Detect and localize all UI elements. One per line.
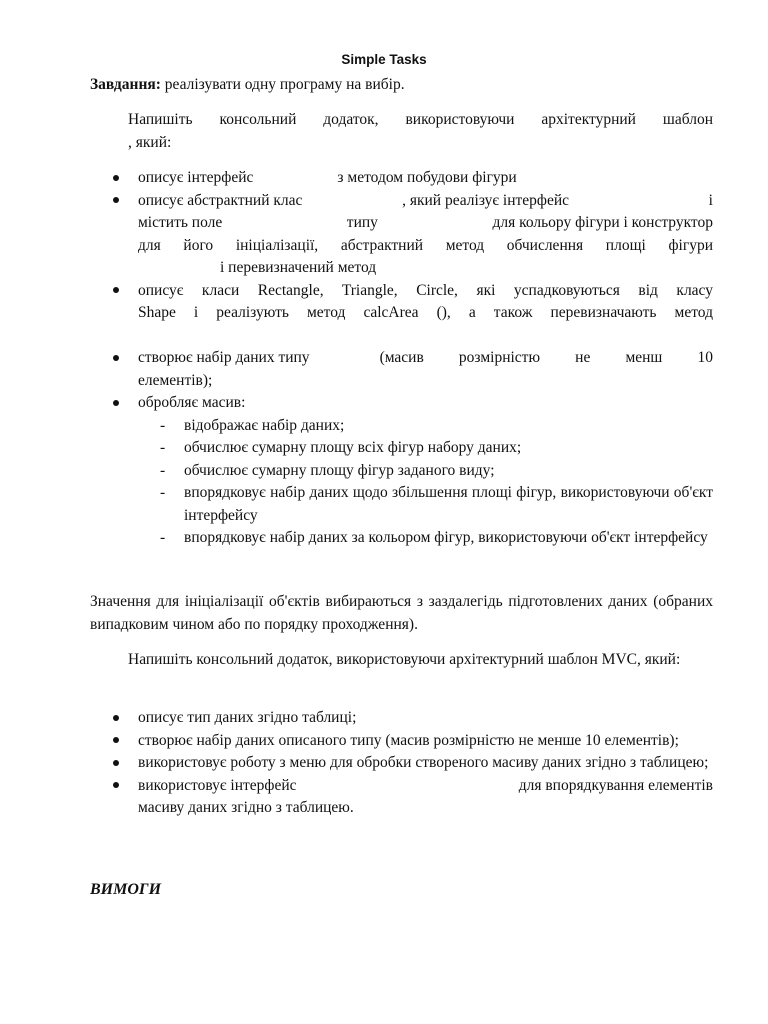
section1-intro-line1: Напишіть консольний додаток, використовуючи архітектурний шаблон (128, 111, 713, 128)
bullet-icon (113, 782, 119, 788)
list-item: описує абстрактний клас , який реалізує інтерфейс і містить поле типу для кольору фігури і конструктор для його ініціалізації, абстрактний метод обчислення площі фігури і перевизначений метод (90, 190, 713, 280)
list-item: - відображає набір даних; (160, 416, 345, 434)
section2-intro: Напишіть консольний додаток, використовуючи архітектурний шаблон MVC, який: (128, 651, 681, 668)
bullet-icon (113, 760, 119, 766)
list-item: створює набір даних типу (масив розмірністю не менш 10 елементів); (90, 347, 713, 392)
bullet-icon (113, 400, 119, 406)
bullet-icon (113, 737, 119, 743)
list-item: описує інтерфейс з методом побудови фігури (90, 167, 713, 190)
list-item: - обчислює сумарну площу всіх фігур набору даних; (160, 439, 522, 456)
section2-bullets (90, 707, 713, 820)
bullet-icon (113, 355, 119, 361)
list-item: обробляє масив: - відображає набір даних; - обчислює сумарну площу всіх фігур набору даних; - обчислює сумарну площу фігур заданого виду; - впорядковує набір даних щодо збільшення площі фігур, використовуючи об'єкт інтерфейсу - впорядковує набір даних за кольором фігур, використовуючи об'єкт інтерфейсу (90, 392, 713, 550)
section1-intro-line2: , який: (128, 133, 172, 151)
task-line (90, 76, 405, 94)
bullet-icon (113, 175, 119, 181)
section1-bullets (90, 167, 713, 550)
list-item: - впорядковує набір даних щодо збільшення площі фігур, використовуючи об'єкт інтерфейсу (160, 484, 713, 524)
list-item: використовує роботу з меню для обробки створеного масиву даних згідно з таблицею; (90, 752, 713, 775)
list-item: - обчислює сумарну площу фігур заданого виду; (160, 461, 495, 479)
bullet-icon (113, 197, 119, 203)
process-sublist (138, 415, 713, 550)
requirements-heading: ВИМОГИ (90, 881, 162, 898)
list-item: описує класи Rectangle, Triangle, Circle, які успадковуються від класу Shape і реалізують метод calcArea (), а також перевизначають метод (90, 280, 713, 348)
document-title: Simple Tasks (341, 52, 427, 67)
section1-intro (90, 109, 713, 154)
bullet-icon (113, 287, 119, 293)
list-item: описує тип даних згідно таблиці; (90, 707, 713, 730)
task-label: Завдання: (90, 76, 161, 93)
bullet-icon (113, 715, 119, 721)
list-item: - впорядковує набір даних за кольором фігур, використовуючи об'єкт інтерфейсу (160, 529, 708, 546)
init-note: Значення для ініціалізації об'єктів вибираються з заздалегідь підготовлених даних (обраних випадковим чином або по порядку проходження). (90, 593, 713, 633)
list-item: створює набір даних описаного типу (масив розмірністю не менше 10 елементів); (90, 730, 713, 753)
task-text: реалізувати одну програму на вибір. (160, 76, 405, 93)
list-item: використовує інтерфейс для впорядкування елементів масиву даних згідно з таблицею. (90, 775, 713, 820)
